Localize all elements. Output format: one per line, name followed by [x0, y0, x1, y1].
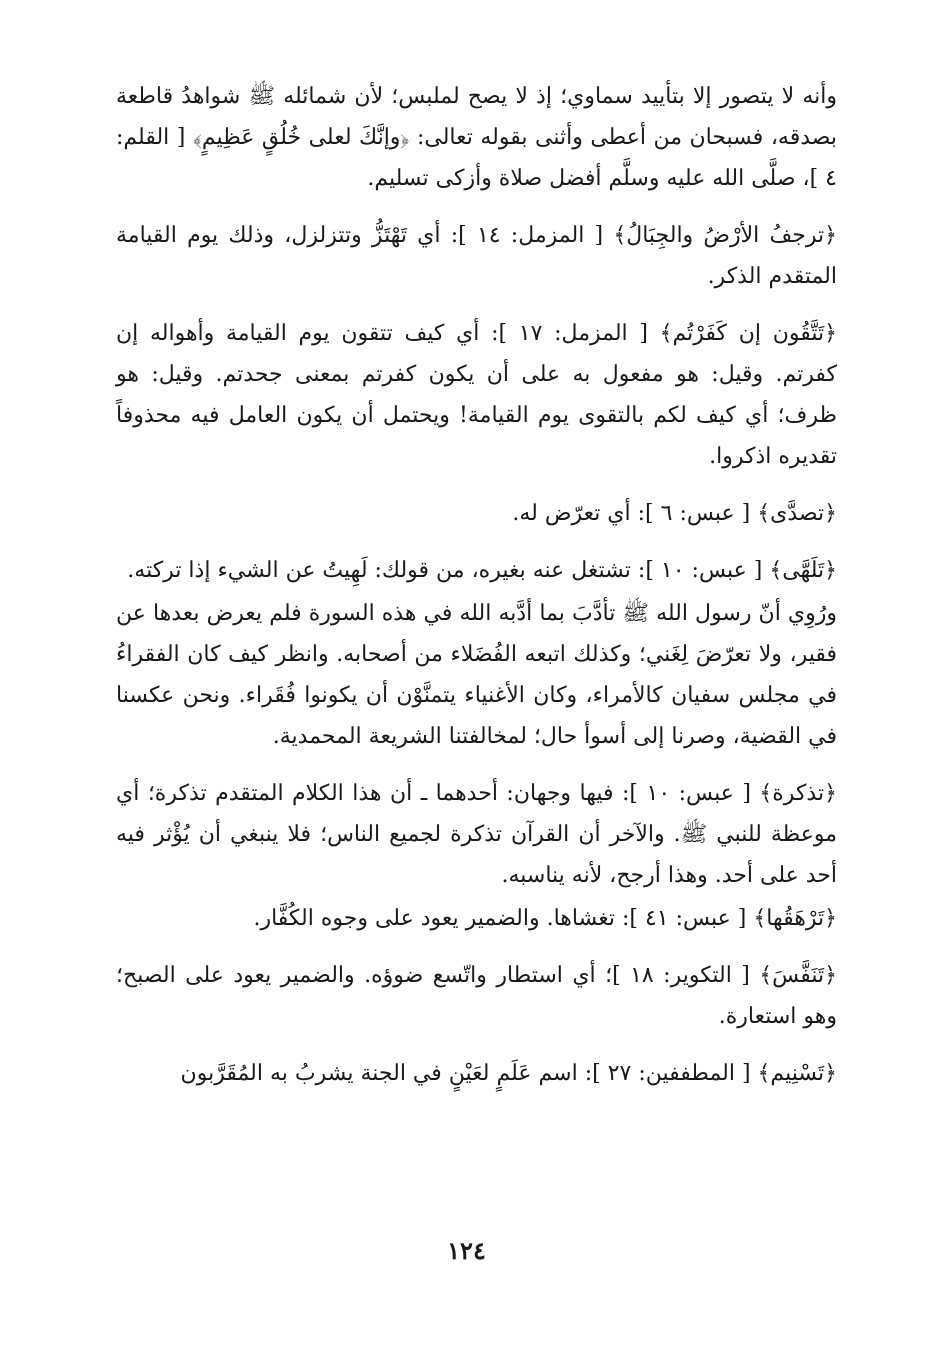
paragraph-tarhaquha: ﴿تَرْهَقُها﴾ [ عبس: ٤١ ]: تغشاها. والضمير يعود على وجوه الكُفَّار. — [253, 906, 837, 931]
paragraph-tadhkira: ﴿تذكرة﴾ [ عبس: ١٠ ]: فيها وجهان: أحدهما ـ أن هذا الكلام المتقدم تذكرة؛ أي موعظة للنبي ﷺ. والآخر أن القرآن تذكرة لجميع الناس؛ فلا ينبغي أن يُؤْثر فيه أحد على أحد. وهذا أرجح، لأنه يناسبه. — [116, 781, 837, 888]
paragraph-ruwiya: ورُوِي أنّ رسول الله ﷺ تأدَّبَ بما أدَّبه الله في هذه السورة فلم يعرض بعدها عن فقير، ولا تعرّضَ لِغَني؛ وكذلك اتبعه الفُضَلاء من أصحابه. وانظر كيف كان الفقراءُ في مجلس سفيان كالأمراء، وكان الأغنياء يتمنَّوْن أن يكونوا فُقَراء. ونحن عكسنا في القضية، وصرنا إلى أسوأ حال؛ لمخالفتنا الشريعة المحمدية. — [116, 601, 837, 749]
paragraph-intro-continuation: وأنه لا يتصور إلا بتأييد سماوي؛ إذ لا يصح لملبس؛ لأن شمائله ﷺ شواهدُ قاطعة بصدقه، فسبحان من أعطى وأثنى بقوله تعالى: ﴿وإنَّكَ لعلى خُلُقٍ عَظِيمٍ﴾ [ القلم: ٤ ]، صلَّى الله عليه وسلَّم أفضل صلاة وأزكى تسليم. — [116, 84, 837, 191]
page-number: ١٢٤ — [447, 1236, 486, 1265]
paragraph-tasadda: ﴿تصدَّى﴾ [ عبس: ٦ ]: أي تعرّض له. — [512, 501, 837, 526]
paragraph-talahha: ﴿تَلَهَّى﴾ [ عبس: ١٠ ]: تشتغل عنه بغيره، من قولك: لَهِيتُ عن الشيء إذا تركته. — [127, 558, 837, 583]
paragraph-tanaffasa: ﴿تَنَفَّسَ﴾ [ التكوير: ١٨ ]؛ أي استطار واتّسع ضوؤه. والضمير يعود على الصبح؛ وهو استعارة. — [116, 963, 837, 1029]
paragraph-tarjufu: ﴿ترجفُ الأرْضُ والجِبَالُ﴾ [ المزمل: ١٤ ]: أي تَهْتَزُّ وتتزلزل، وذلك يوم القيامة المتقدم الذكر. — [116, 223, 838, 289]
paragraph-tattaqun: ﴿تَتَّقُون إن كَفَرْتُم﴾ [ المزمل: ١٧ ]: أي كيف تتقون يوم القيامة وأهواله إن كفرتم. وقيل: هو مفعول به على أن يكون كفرتم بمعنى جحدتم. وقيل: هو ظرف؛ أي كيف لكم بالتقوى يوم القيامة! ويحتمل أن يكون العامل فيه محذوفاً تقديره اذكروا. — [116, 321, 837, 469]
paragraph-tasnim: ﴿تَسْنِيم﴾ [ المطففين: ٢٧ ]: اسم عَلَمٍ لعَيْنٍ في الجنة يشربُ به المُقَرَّبون — [180, 1061, 837, 1086]
